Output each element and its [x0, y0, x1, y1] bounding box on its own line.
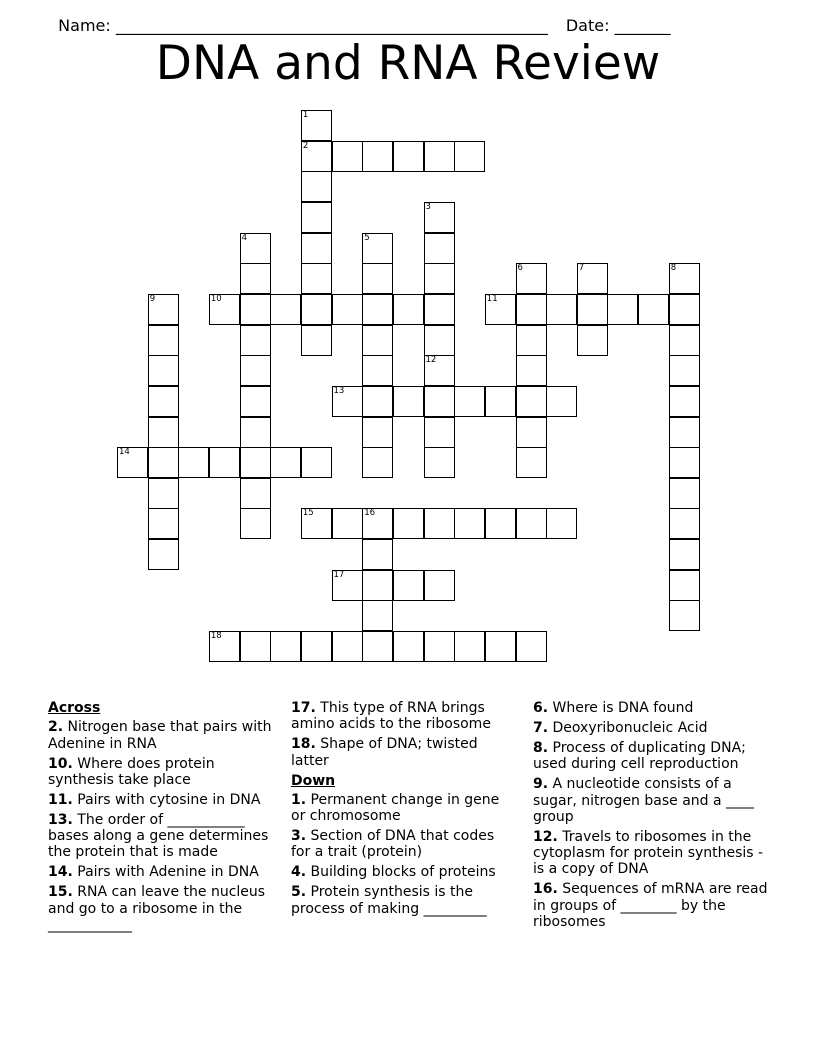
crossword-cell[interactable]: [301, 110, 332, 141]
crossword-cell[interactable]: [546, 508, 577, 539]
clue-down-6: 6. Where is DNA found: [533, 700, 694, 716]
crossword-cell[interactable]: [209, 294, 240, 325]
crossword-cell[interactable]: [362, 141, 393, 172]
crossword-cell[interactable]: [332, 141, 363, 172]
crossword-cell[interactable]: [301, 508, 332, 539]
crossword-cell[interactable]: [516, 355, 547, 386]
crossword-cell[interactable]: [424, 325, 455, 356]
name-label: Name:: [58, 16, 116, 35]
crossword-cell[interactable]: [148, 447, 179, 478]
crossword-cell[interactable]: [393, 570, 424, 601]
crossword-cell[interactable]: [240, 386, 271, 417]
crossword-cell[interactable]: [424, 417, 455, 448]
crossword-cell[interactable]: [669, 325, 700, 356]
crossword-cell[interactable]: [301, 263, 332, 294]
crossword-cell[interactable]: [148, 539, 179, 570]
crossword-cell[interactable]: [669, 570, 700, 601]
crossword-cell[interactable]: [454, 508, 485, 539]
crossword-cell[interactable]: [301, 171, 332, 202]
crossword-cell[interactable]: [362, 570, 393, 601]
crossword-cell[interactable]: [117, 447, 148, 478]
crossword-cell[interactable]: [485, 508, 516, 539]
crossword-cell[interactable]: [669, 600, 700, 631]
crossword-cell[interactable]: [424, 355, 455, 386]
crossword-cell[interactable]: [148, 386, 179, 417]
crossword-cell[interactable]: [332, 294, 363, 325]
clue-number: 13: [333, 385, 345, 396]
crossword-cell[interactable]: [516, 294, 547, 325]
clue-number: 4: [241, 232, 248, 243]
crossword-cell[interactable]: [332, 508, 363, 539]
clue-down-12: 12. Travels to ribosomes in the cytoplasm for protein synthesis - is a copy of DNA: [533, 828, 764, 878]
crossword-cell[interactable]: [454, 141, 485, 172]
clue-down-1: 1. Permanent change in gene or chromosome: [291, 791, 500, 825]
crossword-cell[interactable]: [301, 233, 332, 264]
crossword-cell[interactable]: [546, 294, 577, 325]
crossword-cell[interactable]: [270, 631, 301, 662]
clue-down-5: 5. Protein synthesis is the process of making _________: [291, 884, 487, 917]
clue-across-17: 17. This type of RNA brings amino acids to the ribosome: [291, 700, 491, 733]
clue-down-7: 7. Deoxyribonucleic Acid: [533, 719, 708, 736]
crossword-cell[interactable]: [362, 600, 393, 631]
crossword-cell[interactable]: [669, 508, 700, 539]
crossword-cell[interactable]: [270, 447, 301, 478]
crossword-cell[interactable]: [454, 631, 485, 662]
crossword-cell[interactable]: [362, 233, 393, 264]
crossword-cell[interactable]: [240, 631, 271, 662]
clue-number: 5: [364, 232, 370, 243]
crossword-cell[interactable]: [516, 386, 547, 417]
crossword-cell[interactable]: [424, 141, 455, 172]
crossword-cell[interactable]: [638, 294, 669, 325]
crossword-cell[interactable]: [362, 631, 393, 662]
crossword-cell[interactable]: [240, 294, 271, 325]
clue-number: 18: [210, 631, 222, 641]
crossword-cell[interactable]: [240, 508, 271, 539]
crossword-cell[interactable]: [516, 325, 547, 356]
crossword-cell[interactable]: [332, 570, 363, 601]
clue-across-10: 10. Where does protein synthesis take place: [48, 755, 215, 788]
crossword-cell[interactable]: [424, 570, 455, 601]
crossword-cell[interactable]: [424, 631, 455, 662]
across-heading: Across: [48, 700, 101, 716]
date-label: Date:: [565, 16, 615, 35]
clue-number: 8: [670, 263, 677, 274]
clue-number: 7: [578, 263, 585, 274]
crossword-cell[interactable]: [424, 508, 455, 539]
crossword-cell[interactable]: [669, 294, 700, 325]
crossword-cell[interactable]: [148, 294, 179, 325]
clue-across-2: 2. Nitrogen base that pairs with Adenine in RNA: [48, 719, 272, 752]
crossword-cell[interactable]: [240, 233, 271, 264]
crossword-cell[interactable]: [148, 508, 179, 539]
clue-number: 17: [333, 569, 345, 580]
clue-down-8: 8. Process of duplicating DNA; used during cell reproduction: [533, 739, 746, 773]
crossword-cell[interactable]: [240, 263, 271, 294]
crossword-cell[interactable]: [270, 294, 301, 325]
clue-across-11: 11. Pairs with cytosine in DNA: [48, 791, 261, 808]
down-heading: Down: [291, 772, 336, 789]
crossword-cell[interactable]: [301, 141, 332, 172]
crossword-cell[interactable]: [485, 386, 516, 417]
crossword-cell[interactable]: [332, 386, 363, 417]
crossword-cell[interactable]: [148, 417, 179, 448]
clue-down-3: 3. Section of DNA that codes for a trait (protein): [291, 828, 495, 861]
crossword-cell[interactable]: [362, 355, 393, 386]
clue-column-3: [533, 700, 768, 934]
clue-column-2: [291, 700, 513, 921]
crossword-cell[interactable]: [362, 386, 393, 417]
crossword-cell[interactable]: [516, 447, 547, 478]
crossword-cell[interactable]: [577, 263, 608, 294]
crossword-cell[interactable]: [362, 263, 393, 294]
crossword-cell[interactable]: [148, 325, 179, 356]
crossword-cell[interactable]: [607, 294, 638, 325]
crossword-cell[interactable]: [393, 631, 424, 662]
crossword-cell[interactable]: [240, 355, 271, 386]
crossword-cell[interactable]: [209, 447, 240, 478]
clue-across-18: 18. Shape of DNA; twisted latter: [291, 736, 478, 769]
crossword-cell[interactable]: [240, 478, 271, 509]
clue-number: 3: [425, 201, 431, 212]
crossword-cell[interactable]: [362, 539, 393, 570]
crossword-cell[interactable]: [424, 386, 455, 417]
clue-column-1: [48, 700, 280, 937]
crossword-cell[interactable]: [424, 263, 455, 294]
crossword-cell[interactable]: [516, 263, 547, 294]
crossword-cell[interactable]: [516, 631, 547, 662]
crossword-cell[interactable]: [669, 263, 700, 294]
crossword-cell[interactable]: [424, 202, 455, 233]
crossword-cell[interactable]: [669, 478, 700, 509]
crossword-cell[interactable]: [424, 233, 455, 264]
crossword-cell[interactable]: [362, 417, 393, 448]
clue-down-16: 16. Sequences of mRNA are read in groups of ________ by the ribosomes: [533, 881, 768, 930]
clue-down-9: 9. A nucleotide consists of a sugar, nitrogen base and a ____ group: [533, 776, 755, 825]
name-blank[interactable]: ______________________________________________________: [115, 16, 548, 35]
crossword-cell[interactable]: [362, 508, 393, 539]
crossword-cell[interactable]: [669, 447, 700, 478]
clue-across-14: 14. Pairs with Adenine in DNA: [48, 864, 259, 881]
crossword-cell[interactable]: [332, 631, 363, 662]
crossword-cell[interactable]: [301, 325, 332, 356]
crossword-cell[interactable]: [301, 631, 332, 662]
clue-number: 12: [425, 355, 437, 366]
crossword-cell[interactable]: [546, 386, 577, 417]
crossword-cell[interactable]: [209, 631, 240, 662]
clue-number: 1: [302, 110, 309, 120]
crossword-cell[interactable]: [669, 417, 700, 448]
crossword-cell[interactable]: [485, 631, 516, 662]
clue-number: 16: [364, 508, 376, 519]
crossword-cell[interactable]: [240, 325, 271, 356]
crossword-cell[interactable]: [393, 508, 424, 539]
crossword-cell[interactable]: [485, 294, 516, 325]
crossword-cell[interactable]: [240, 417, 271, 448]
crossword-cell[interactable]: [577, 294, 608, 325]
crossword-cell[interactable]: [393, 294, 424, 325]
crossword-cell[interactable]: [178, 447, 209, 478]
clue-number: 14: [119, 447, 130, 458]
clue-number: 9: [149, 293, 156, 304]
page-title: DNA and RNA Review: [155, 36, 661, 91]
clue-number: 11: [486, 293, 498, 304]
crossword-cell[interactable]: [301, 294, 332, 325]
crossword-cell[interactable]: [393, 386, 424, 417]
crossword-cell[interactable]: [240, 447, 271, 478]
crossword-cell[interactable]: [454, 386, 485, 417]
crossword-cell[interactable]: [669, 539, 700, 570]
crossword-cell[interactable]: [669, 355, 700, 386]
clue-across-15: 15. RNA can leave the nucleus and go to a ribosome in the ____________: [48, 884, 266, 933]
crossword-cell[interactable]: [362, 325, 393, 356]
crossword-cell[interactable]: [669, 386, 700, 417]
crossword-cell[interactable]: [148, 355, 179, 386]
clue-across-13: 13. The order of ___________ bases along a gene determines the protein that is made: [48, 811, 269, 861]
crossword-cell[interactable]: [424, 294, 455, 325]
date-blank[interactable]: _______: [614, 16, 671, 35]
crossword-cell[interactable]: [516, 508, 547, 539]
clue-number: 15: [302, 508, 314, 519]
clue-number: 2: [302, 140, 309, 151]
crossword-cell[interactable]: [424, 447, 455, 478]
clue-number: 6: [517, 263, 523, 274]
crossword-cell[interactable]: [301, 447, 332, 478]
crossword-cell[interactable]: [362, 447, 393, 478]
clue-number: 10: [210, 293, 222, 304]
crossword-cell[interactable]: [516, 417, 547, 448]
clue-down-4: 4. Building blocks of proteins: [291, 864, 496, 881]
crossword-cell[interactable]: [577, 325, 608, 356]
crossword-cell[interactable]: [362, 294, 393, 325]
crossword-cell[interactable]: [393, 141, 424, 172]
crossword-cell[interactable]: [301, 202, 332, 233]
crossword-cell[interactable]: [148, 478, 179, 509]
